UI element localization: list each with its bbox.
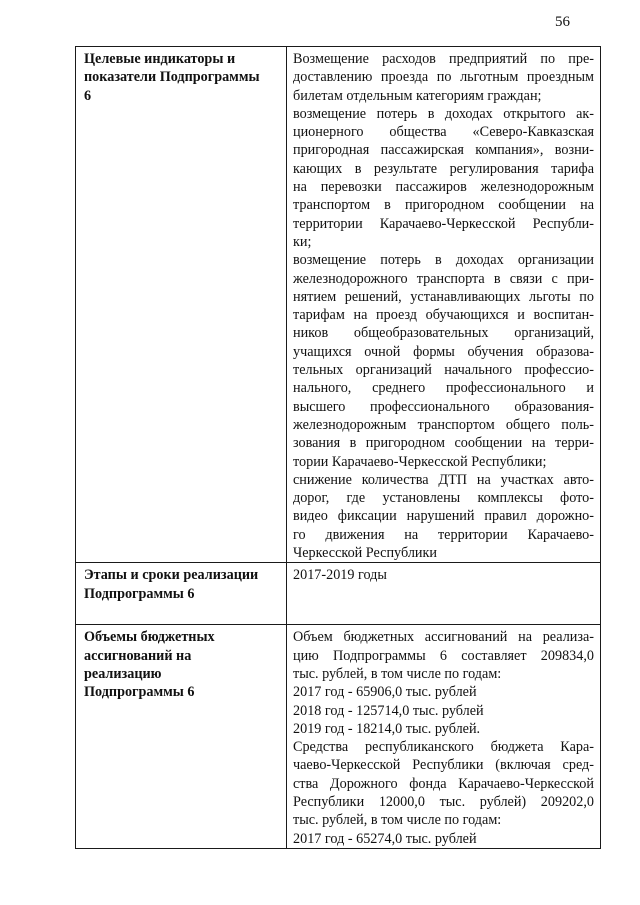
- text-line: нального, среднего профессионального и: [293, 380, 594, 397]
- text-line: на перевозки пассажиров железнодорожным: [293, 179, 594, 196]
- text-line: снижение количества ДТП на участках авто-: [293, 471, 594, 488]
- text-line: тельных организаций начального профессио-: [293, 362, 594, 379]
- text-line: Черкесской Республики: [293, 545, 437, 562]
- text-line: видео фиксации нарушений правил дорожно-: [293, 508, 594, 525]
- text-line: цию Подпрограммы 6 составляет 209834,0: [293, 647, 594, 664]
- text-line: зования в пригородном сообщении на терри-: [293, 435, 594, 452]
- table-row-budget-allocations: [76, 625, 601, 849]
- text-line: ства Дорожного фонда Карачаево-Черкесской: [293, 775, 594, 792]
- text-line: ников общеобразовательных организаций,: [293, 325, 594, 342]
- text-line: Возмещение расходов предприятий по пре-: [293, 51, 594, 67]
- row-value-cell: [287, 47, 601, 563]
- table-row-target-indicators: [76, 47, 601, 563]
- text-line: тарифам на проезд обучающихся и воспитан-: [293, 307, 594, 324]
- page-number: 56: [555, 14, 570, 30]
- text-line: 2017 год - 65274,0 тыс. рублей: [293, 830, 477, 847]
- text-line: возмещение потерь в доходах организации: [293, 252, 594, 269]
- row-value-cell: [287, 625, 601, 849]
- text-line: учащихся очной формы обучения образова-: [293, 343, 594, 360]
- text-line: возмещение потерь в доходах открытого ак-: [293, 105, 594, 122]
- text-line: тыс. рублей, в том числе по годам:: [293, 665, 502, 682]
- table-row-stages-and-terms: [76, 563, 601, 625]
- text-line: Средства республиканского бюджета Кара-: [293, 739, 594, 756]
- text-line: доставлению проезда по льготным проездным: [293, 69, 594, 86]
- row-label: Этапы и сроки реализации Подпрограммы 6: [84, 567, 259, 602]
- text-line: 2017-2019 годы: [293, 567, 387, 584]
- row-label: Объемы бюджетных ассигнований на реализацию Подпрограммы 6: [84, 629, 215, 701]
- text-line: го движения на территории Карачаево-: [293, 526, 594, 543]
- text-line: чаево-Черкесской Республики (включая сред-: [293, 757, 594, 774]
- text-line: ки;: [293, 233, 312, 250]
- text-line: нятием решений, устанавливающих льготы по: [293, 288, 594, 305]
- row-label-cell: [76, 563, 287, 625]
- text-line: тории Карачаево-Черкесской Республики;: [293, 453, 547, 470]
- text-line: 2018 год - 125714,0 тыс. рублей: [293, 702, 484, 719]
- text-line: дорог, где установлены комплексы фото-: [293, 490, 594, 507]
- text-line: билетам отдельным категориям граждан;: [293, 87, 542, 104]
- row-label-cell: [76, 47, 287, 563]
- text-line: ционерного общества «Северо-Кавказская: [293, 124, 594, 141]
- text-line: железнодорожного транспорта в связи с при-: [293, 270, 594, 287]
- text-line: кающих в результате регулирования тарифа: [293, 160, 594, 177]
- text-line: 2019 год - 18214,0 тыс. рублей.: [293, 720, 481, 737]
- text-line: Республики 12000,0 тыс. рублей) 209202,0: [293, 793, 594, 810]
- text-line: транспортом в пригородном сообщении на: [293, 197, 594, 214]
- text-line: тыс. рублей, в том числе по годам:: [293, 812, 502, 829]
- row-label-cell: [76, 625, 287, 849]
- subprogram-passport-table: [75, 46, 601, 849]
- text-line: Объем бюджетных ассигнований на реализа-: [293, 629, 594, 646]
- text-line: высшего профессионального образования-: [293, 398, 594, 415]
- text-line: 2017 год - 65906,0 тыс. рублей: [293, 684, 477, 701]
- text-line: пригородная пассажирская компания», возни-: [293, 142, 594, 159]
- row-value-cell: [287, 563, 601, 625]
- text-line: территории Карачаево-Черкесской Республи-: [293, 215, 594, 232]
- text-line: железнодорожным транспортом общего поль-: [293, 416, 594, 433]
- row-label: Целевые индикаторы и показатели Подпрограммы 6: [84, 51, 260, 104]
